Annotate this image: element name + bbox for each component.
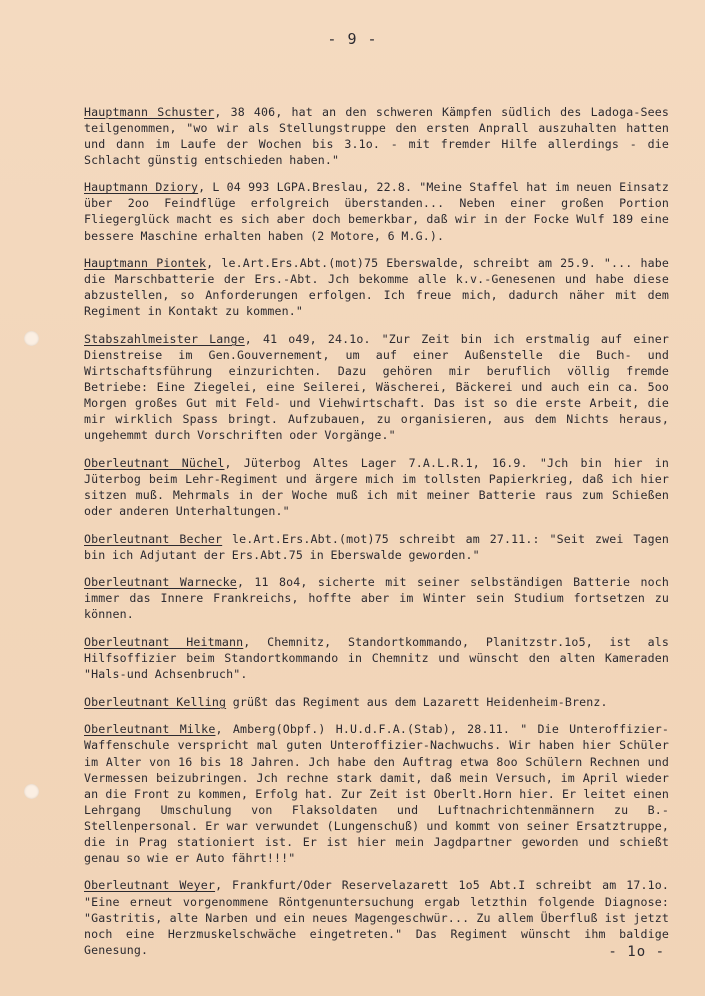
entry-text: , 41 o49, 24.1o. "Zur Zeit bin ich erstmalig auf einer Dienstreise im Gen.Gouvernement, um auf einer Außenstelle die Buch- und Wirtschaftsführung einzurichten. Dazu gehören mir beruflich völlig fremde Betriebe: Eine Ziegelei, eine Seilerei, Wäscherei, Bäckerei und auch ein ca. 5oo Morgen großes Gut mit Feld- und Viehwirtschaft. Das ist so die erste Arbeit, die mir wirklich Spass bringt. Aufzubauen, zu organisieren, aus dem Nichts heraus, ungehemmt durch Vorschriften oder Vorgänge." [84, 331, 669, 443]
entry-name: Hauptmann Piontek [84, 256, 207, 271]
entry-name: Oberleutnant Kelling [84, 694, 227, 709]
entry-warnecke [84, 574, 669, 622]
entry-text: , Frankfurt/Oder Reservelazarett 1o5 Abt.I schreibt am 17.1o. "Eine erneut vorgenommene Röntgenuntersuchung ergab letzthin folgende Diagnose: "Gastritis, alte Narben und ein neues Magengeschwür... Zu allem Überfluß ist jetzt noch eine Herzmuskelschwäche eingetreten." Das Regiment wünscht ihm baldige Genesung. [84, 878, 669, 957]
entry-name: Oberleutnant Nüchel [84, 455, 225, 470]
entry-text: grüßt das Regiment aus dem Lazarett Heidenheim-Brenz. [226, 694, 608, 709]
entry-name: Oberleutnant Weyer [84, 878, 216, 893]
entry-name: Stabszahlmeister Lange [84, 331, 245, 346]
letter-excerpts [84, 92, 669, 967]
entry-text: , L 04 993 LGPA.Breslau, 22.8. "Meine Staffel hat im neuen Einsatz über 2oo Feindflüge erfolgreich überstanden... Neben einer großen Portion Fliegerglück macht es sich aber doch bemerkbar, daß wir in der Focke Wulf 189 eine bessere Maschine erhalten haben (2 Motore, 6 M.G.). [84, 180, 669, 243]
entry-name: Oberleutnant Milke [84, 722, 216, 737]
page-number: - 9 - [327, 30, 378, 48]
entry-kelling [84, 694, 669, 710]
entry-name: Oberleutnant Becher [84, 531, 223, 546]
entry-name: Oberleutnant Heitmann [84, 635, 244, 650]
entry-nuechel [84, 455, 669, 519]
punch-hole [24, 331, 39, 346]
entry-lange [84, 331, 669, 443]
entry-heitmann [84, 634, 669, 682]
next-page-marker: - 1o - [608, 944, 665, 960]
entry-name: Oberleutnant Warnecke [84, 575, 237, 590]
entry-text: , 11 8o4, sicherte mit seiner selbständigen Batterie noch immer das Innere Frankreichs, hoffte aber im Winter sein Studium fortsetzen zu können. [84, 575, 669, 622]
entry-text: , le.Art.Ers.Abt.(mot)75 Eberswalde, schreibt am 25.9. "... habe die Marschbatterie der Ers.-Abt. Jch bekomme alle k.v.-Genesenen und habe diese abzustellen, so Anforderungen erfolgen. Ich freue mich, dadurch näher mit dem Regiment in Kontakt zu kommen." [84, 256, 669, 319]
entry-text: , Chemnitz, Standortkommando, Planitzstr.1o5, ist als Hilfsoffizier beim Standortkommando in Chemnitz und wünscht den alten Kameraden "Hals-und Achsenbruch". [84, 635, 669, 682]
entry-name: Hauptmann Dziory [84, 180, 199, 195]
entry-becher [84, 531, 669, 563]
punch-hole [24, 784, 39, 799]
entry-weyer [84, 877, 669, 957]
entry-name: Hauptmann Schuster [84, 104, 215, 119]
entry-piontek [84, 255, 669, 319]
entry-text: , Jüterbog Altes Lager 7.A.L.R.1, 16.9. "Jch bin hier in Jüterbog beim Lehr-Regiment und ärgere mich im tollsten Papierkrieg, daß ich hier sitzen muß. Mehrmals in der Woche muß ich mit meiner Batterie raus zum Schießen oder anderen Unterhaltungen." [84, 455, 669, 518]
entry-milke [84, 721, 669, 865]
entry-schuster [84, 104, 669, 168]
entry-text: , 38 406, hat an den schweren Kämpfen südlich des Ladoga-Sees teilgenommen, "wo wir als Stellungstruppe den ersten Anprall auszuhalten hatten und dann im Laufe der Wochen bis 3.1o. - mit fremder Hilfe allerdings - die Schlacht günstig entschieden haben." [84, 104, 670, 167]
entry-text: le.Art.Ers.Abt.(mot)75 schreibt am 27.11.: "Seit zwei Tagen bin ich Adjutant der Ers.Abt.75 in Eberswalde geworden." [84, 531, 669, 562]
entry-text: , Amberg(Obpf.) H.U.d.F.A.(Stab), 28.11. " Die Unteroffizier-Waffenschule verspricht mal guten Unteroffizier-Nachwuchs. Wir haben hier Schüler im Alter von 16 bis 18 Jahren. Jch habe den Auftrag etwa 8oo Schülern Rechnen und Vermessen beizubringen. Jch rechne stark damit, daß mein Versuch, im April wieder an die Front zu kommen, Erfolg hat. Zur Zeit ist Oberlt.Horn hier. Er leitet einen Lehrgang Umschulung von Flaksoldaten und Luftnachrichtenmännern zu B.-Stellenpersonal. Er war verwundet (Lungenschuß) und kommt von seiner Ersatztruppe, die in Prag stationiert ist. Er ist hier mein Jagdpartner geworden und schießt genau so wie er Auto fährt!!!" [84, 722, 670, 865]
entry-dziory [84, 179, 669, 243]
